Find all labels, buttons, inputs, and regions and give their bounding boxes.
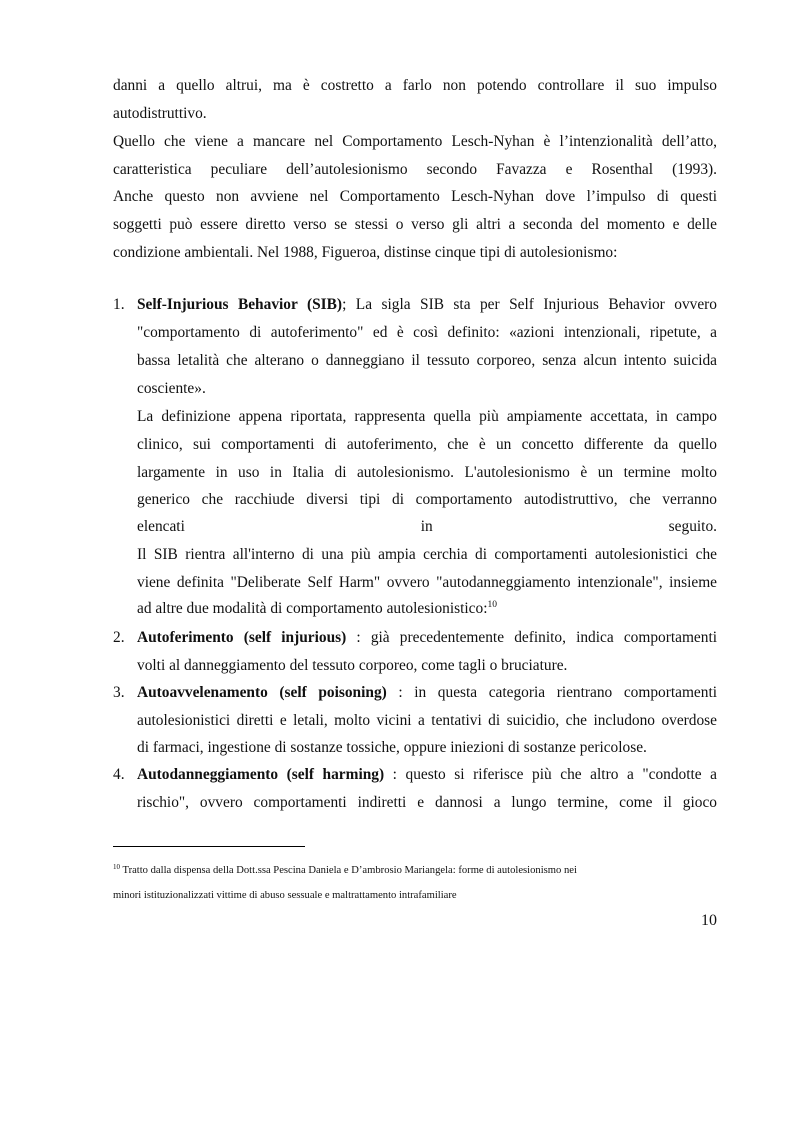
list-item-title: Autodanneggiamento (self harming) [137, 766, 385, 783]
list-item-text: : già precedentemente definito, indica comportamenti [346, 629, 717, 646]
intro-line: Quello che viene a mancare nel Comportamento Lesch-Nyhan è l’intenzionalità dell’atto, [113, 133, 717, 150]
footnote-reference: 10 [487, 600, 497, 610]
list-item-first-line [137, 761, 717, 789]
list-number: 2. [113, 629, 125, 646]
list-item-line: autolesionistici diretti e letali, molto vicini a tentativi di suicidio, che includono overdose [137, 712, 717, 729]
list-item-text: : in questa categoria rientrano comportamenti [386, 684, 717, 701]
list-item-first-line [137, 679, 717, 707]
list-item-line: "comportamento di autoferimento" ed è così definito: «azioni intenzionali, ripetute, a [137, 324, 717, 341]
list-item-line: volti al danneggiamento del tessuto corporeo, come tagli o bruciature. [137, 657, 568, 674]
intro-line: Anche questo non avviene nel Comportamento Lesch-Nyhan dove l’impulso di questi [113, 188, 717, 205]
intro-line: condizione ambientali. Nel 1988, Figueroa, distinse cinque tipi di autolesionismo: [113, 244, 618, 261]
list-item-title: Autoferimento (self injurious) [137, 629, 347, 646]
list-item-line: bassa letalità che alterano o danneggiano il tessuto corporeo, senza alcun intento suicida [137, 352, 717, 369]
footnote-number: 10 [113, 863, 120, 871]
list-item-title: Self-Injurious Behavior (SIB) [137, 296, 343, 313]
list-item-line-with-ref [137, 595, 717, 623]
footnote-line [113, 862, 717, 880]
list-item-line: La definizione appena riportata, rappresenta quella più ampiamente accettata, in campo [137, 408, 717, 425]
list-item-line: clinico, sui comportamenti di autoferimento, che è un concetto differente da quello [137, 436, 717, 453]
list-item-first-line [137, 624, 717, 652]
list-item-line: cosciente». [137, 380, 206, 397]
list-item-text: ; La sigla SIB sta per Self Injurious Behavior ovvero [342, 296, 717, 313]
intro-line: danni a quello altrui, ma è costretto a farlo non potendo controllare il suo impulso [113, 77, 717, 94]
footnote-text: Tratto dalla dispensa della Dott.ssa Pescina Daniela e D’ambrosio Mariangela: forme di autolesionismo nei [122, 865, 577, 876]
footnote-separator [113, 846, 305, 847]
list-item-title: Autoavvelenamento (self poisoning) [137, 684, 387, 701]
page-number: 10 [701, 912, 717, 929]
list-item-line: largamente in uso in Italia di autolesionismo. L'autolesionismo è un termine molto [137, 464, 717, 481]
intro-line: caratteristica peculiare dell’autolesionismo secondo Favazza e Rosenthal (1993). [113, 161, 717, 178]
intro-line: autodistruttivo. [113, 105, 207, 122]
intro-line: soggetti può essere diretto verso se stessi o verso gli altri a seconda del momento e delle [113, 216, 717, 233]
list-item-line: generico che racchiude diversi tipi di comportamento autodistruttivo, che verranno [137, 491, 717, 508]
list-item-text: ad altre due modalità di comportamento autolesionistico: [137, 600, 488, 617]
list-item-line: viene definita "Deliberate Self Harm" ovvero "autodanneggiamento intenzionale", insieme [137, 574, 717, 591]
footnote-line: minori istituzionalizzati vittime di abuso sessuale e maltrattamento intrafamiliare [113, 890, 457, 901]
list-item-line: di farmaci, ingestione di sostanze tossiche, oppure iniezioni di sostanze pericolose. [137, 739, 647, 756]
list-number: 3. [113, 684, 125, 701]
list-item-line: Il SIB rientra all'interno di una più ampia cerchia di comportamenti autolesionistici che [137, 546, 717, 563]
list-number: 1. [113, 296, 125, 313]
list-item-first-line [137, 291, 717, 319]
list-item-line: elencati in seguito. [137, 518, 717, 535]
list-number: 4. [113, 766, 125, 783]
list-item-line: rischio", ovvero comportamenti indiretti e dannosi a lungo termine, come il gioco [137, 794, 717, 811]
list-item-text: : questo si riferisce più che altro a "condotte a [384, 766, 717, 783]
